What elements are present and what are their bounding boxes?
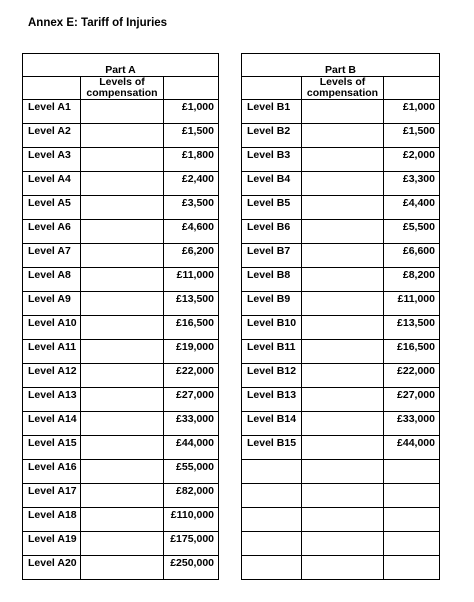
part-a-amount-cell: £110,000	[164, 508, 219, 532]
part-a-amount-cell: £4,600	[164, 220, 219, 244]
part-b-level-cell: Level B14	[242, 412, 302, 436]
part-a-table-row	[23, 340, 219, 364]
part-a-table-row	[23, 292, 219, 316]
part-b-level-cell: Level B1	[242, 100, 302, 124]
part-b-table-row	[242, 220, 440, 244]
part-b-table-row	[242, 100, 440, 124]
part-b-blank-cell	[302, 220, 384, 244]
part-b-amount-cell: £3,300	[384, 172, 440, 196]
part-a-table-row	[23, 532, 219, 556]
part-b-table-row	[242, 196, 440, 220]
part-a-level-cell: Level A1	[23, 100, 81, 124]
part-b-level-cell: Level B13	[242, 388, 302, 412]
part-b-level-header-cell	[242, 77, 302, 100]
part-b-table-row	[242, 292, 440, 316]
part-a-table-row	[23, 388, 219, 412]
part-b-amount-cell: £33,000	[384, 412, 440, 436]
part-a-subheader-row	[23, 77, 219, 100]
part-b-blank-cell	[302, 484, 384, 508]
part-b-table-row	[242, 508, 440, 532]
part-a-table-row	[23, 316, 219, 340]
part-b-level-cell	[242, 532, 302, 556]
part-b-table-row	[242, 460, 440, 484]
part-b-amount-cell: £27,000	[384, 388, 440, 412]
part-a-amount-cell: £19,000	[164, 340, 219, 364]
part-b-table-row	[242, 148, 440, 172]
part-b-subheader-row	[242, 77, 440, 100]
part-a-amount-cell: £1,800	[164, 148, 219, 172]
part-a-table	[22, 53, 219, 580]
part-a-amount-cell: £44,000	[164, 436, 219, 460]
part-a-amount-cell: £2,400	[164, 172, 219, 196]
part-a-blank-cell	[81, 268, 164, 292]
part-b-table-row	[242, 388, 440, 412]
part-b-table-row	[242, 412, 440, 436]
part-a-level-cell: Level A5	[23, 196, 81, 220]
part-b-amount-cell	[384, 532, 440, 556]
part-b-level-cell: Level B10	[242, 316, 302, 340]
part-b-compensation-header	[302, 77, 384, 100]
part-a-level-cell: Level A13	[23, 388, 81, 412]
part-a-amount-cell: £33,000	[164, 412, 219, 436]
part-a-table-row	[23, 244, 219, 268]
part-b-blank-cell	[302, 532, 384, 556]
part-a-blank-cell	[81, 244, 164, 268]
part-a-blank-cell	[81, 388, 164, 412]
part-a-table-row	[23, 268, 219, 292]
part-b-subheading-line2: compensation	[306, 87, 379, 99]
part-a-blank-cell	[81, 316, 164, 340]
part-b-heading: Part B	[242, 54, 440, 77]
part-a-amount-cell: £6,200	[164, 244, 219, 268]
part-b-amount-cell	[384, 556, 440, 580]
part-b-table-row	[242, 244, 440, 268]
part-a-amount-cell: £1,000	[164, 100, 219, 124]
part-b-amount-cell: £8,200	[384, 268, 440, 292]
part-b-level-cell: Level B15	[242, 436, 302, 460]
part-b-blank-cell	[302, 196, 384, 220]
part-b-blank-cell	[302, 172, 384, 196]
part-a-blank-cell	[81, 364, 164, 388]
part-b-table	[241, 53, 440, 580]
part-b-table-row	[242, 484, 440, 508]
part-a-table-row	[23, 364, 219, 388]
part-a-table-row	[23, 196, 219, 220]
part-a-table-row	[23, 124, 219, 148]
part-b-table-row	[242, 316, 440, 340]
part-a-blank-cell	[81, 340, 164, 364]
part-a-header-row	[23, 54, 219, 77]
part-a-blank-cell	[81, 100, 164, 124]
part-b-blank-cell	[302, 508, 384, 532]
part-a-blank-cell	[81, 172, 164, 196]
part-b-amount-cell: £6,600	[384, 244, 440, 268]
part-b-amount-cell: £44,000	[384, 436, 440, 460]
part-a-table-row	[23, 220, 219, 244]
part-b-table-row	[242, 556, 440, 580]
part-a-level-cell: Level A17	[23, 484, 81, 508]
part-b-blank-cell	[302, 340, 384, 364]
part-a-level-cell: Level A19	[23, 532, 81, 556]
part-a-blank-cell	[81, 532, 164, 556]
part-a-table-row	[23, 508, 219, 532]
part-a-amount-cell: £22,000	[164, 364, 219, 388]
part-a-heading: Part A	[23, 54, 219, 77]
part-a-level-cell: Level A9	[23, 292, 81, 316]
part-a-level-cell: Level A14	[23, 412, 81, 436]
part-b-header-row	[242, 54, 440, 77]
part-a-blank-cell	[81, 436, 164, 460]
part-b-level-cell	[242, 508, 302, 532]
part-a-level-cell: Level A2	[23, 124, 81, 148]
part-a-table-row	[23, 100, 219, 124]
part-a-amount-cell: £250,000	[164, 556, 219, 580]
part-b-level-cell: Level B9	[242, 292, 302, 316]
part-b-amount-cell: £2,000	[384, 148, 440, 172]
part-a-blank-cell	[81, 148, 164, 172]
part-b-amount-cell: £1,000	[384, 100, 440, 124]
part-a-amount-cell: £13,500	[164, 292, 219, 316]
part-a-amount-cell: £175,000	[164, 532, 219, 556]
part-a-level-cell: Level A18	[23, 508, 81, 532]
part-b-table-row	[242, 532, 440, 556]
part-b-level-cell	[242, 460, 302, 484]
part-b-blank-cell	[302, 556, 384, 580]
part-b-blank-cell	[302, 316, 384, 340]
part-b-level-cell: Level B4	[242, 172, 302, 196]
part-a-amount-cell: £3,500	[164, 196, 219, 220]
part-b-amount-cell: £13,500	[384, 316, 440, 340]
part-b-blank-cell	[302, 148, 384, 172]
part-b-level-cell: Level B5	[242, 196, 302, 220]
part-b-level-cell: Level B2	[242, 124, 302, 148]
part-a-amount-cell: £16,500	[164, 316, 219, 340]
part-a-table-row	[23, 172, 219, 196]
part-b-level-cell: Level B3	[242, 148, 302, 172]
part-b-amount-cell	[384, 484, 440, 508]
part-a-blank-cell	[81, 196, 164, 220]
part-a-level-cell: Level A16	[23, 460, 81, 484]
part-b-amount-cell: £1,500	[384, 124, 440, 148]
part-b-blank-cell	[302, 436, 384, 460]
part-b-table-row	[242, 364, 440, 388]
part-b-amount-cell: £4,400	[384, 196, 440, 220]
part-b-subheading-line1: Levels of	[319, 76, 366, 88]
part-b-blank-cell	[302, 460, 384, 484]
part-b-amount-cell	[384, 460, 440, 484]
part-a-level-cell: Level A4	[23, 172, 81, 196]
part-b-blank-cell	[302, 412, 384, 436]
part-a-blank-cell	[81, 484, 164, 508]
part-a-amount-header-cell	[164, 77, 219, 100]
part-a-table-row	[23, 148, 219, 172]
part-a-level-cell: Level A3	[23, 148, 81, 172]
part-b-table-row	[242, 172, 440, 196]
part-b-table-row	[242, 268, 440, 292]
part-b-level-cell: Level B11	[242, 340, 302, 364]
part-a-level-cell: Level A20	[23, 556, 81, 580]
part-b-level-cell	[242, 484, 302, 508]
part-a-blank-cell	[81, 124, 164, 148]
part-a-level-cell: Level A7	[23, 244, 81, 268]
document-title: Annex E: Tariff of Injuries	[28, 17, 168, 29]
part-a-level-header-cell	[23, 77, 81, 100]
part-b-blank-cell	[302, 244, 384, 268]
part-a-table-row	[23, 412, 219, 436]
part-a-level-cell: Level A15	[23, 436, 81, 460]
part-b-level-cell: Level B7	[242, 244, 302, 268]
part-a-amount-cell: £27,000	[164, 388, 219, 412]
part-a-amount-cell: £1,500	[164, 124, 219, 148]
part-b-blank-cell	[302, 364, 384, 388]
part-a-level-cell: Level A11	[23, 340, 81, 364]
part-b-body	[242, 54, 440, 580]
part-a-table-row	[23, 460, 219, 484]
part-b-table-row	[242, 124, 440, 148]
part-a-blank-cell	[81, 508, 164, 532]
part-a-blank-cell	[81, 412, 164, 436]
part-a-amount-cell: £55,000	[164, 460, 219, 484]
part-a-subheading-line1: Levels of	[99, 76, 145, 88]
part-a-level-cell: Level A10	[23, 316, 81, 340]
part-a-level-cell: Level A12	[23, 364, 81, 388]
part-b-level-cell	[242, 556, 302, 580]
part-b-amount-cell: £5,500	[384, 220, 440, 244]
part-b-amount-cell: £16,500	[384, 340, 440, 364]
part-b-amount-cell	[384, 508, 440, 532]
part-a-table-row	[23, 556, 219, 580]
part-b-level-cell: Level B12	[242, 364, 302, 388]
part-a-table-row	[23, 436, 219, 460]
part-a-level-cell: Level A8	[23, 268, 81, 292]
part-a-table-row	[23, 484, 219, 508]
part-b-table-row	[242, 340, 440, 364]
part-a-blank-cell	[81, 556, 164, 580]
part-a-amount-cell: £11,000	[164, 268, 219, 292]
part-a-compensation-header	[81, 77, 164, 100]
part-a-level-cell: Level A6	[23, 220, 81, 244]
part-b-blank-cell	[302, 124, 384, 148]
part-b-amount-cell: £22,000	[384, 364, 440, 388]
part-a-subheading-line2: compensation	[86, 87, 158, 99]
part-a-blank-cell	[81, 460, 164, 484]
part-b-amount-cell: £11,000	[384, 292, 440, 316]
part-b-blank-cell	[302, 268, 384, 292]
part-a-amount-cell: £82,000	[164, 484, 219, 508]
part-b-level-cell: Level B8	[242, 268, 302, 292]
part-a-blank-cell	[81, 220, 164, 244]
part-a-body	[23, 54, 219, 580]
part-b-blank-cell	[302, 100, 384, 124]
part-b-level-cell: Level B6	[242, 220, 302, 244]
part-b-amount-header-cell	[384, 77, 440, 100]
part-b-table-row	[242, 436, 440, 460]
part-b-blank-cell	[302, 388, 384, 412]
part-a-blank-cell	[81, 292, 164, 316]
part-b-blank-cell	[302, 292, 384, 316]
